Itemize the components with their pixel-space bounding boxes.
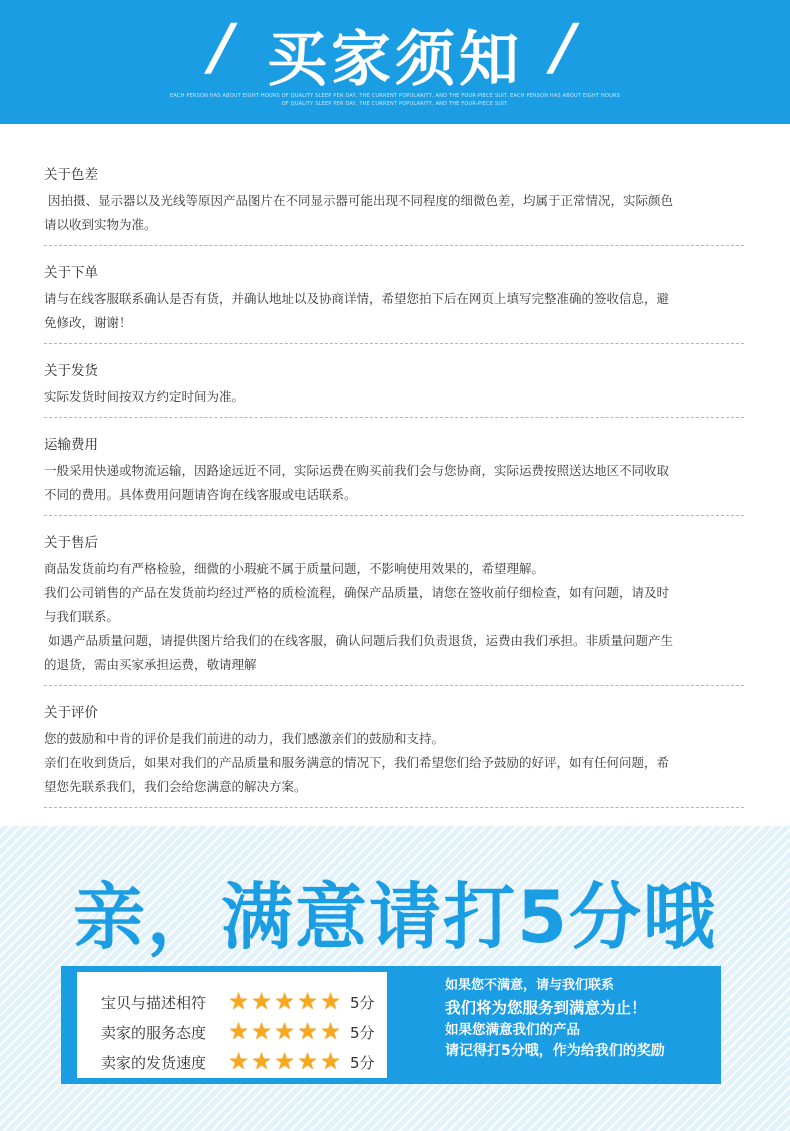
section-text-line: 免修改，谢谢！ xyxy=(44,315,132,330)
page-title: 买家须知 xyxy=(267,25,523,95)
section-text-line: 的退货，需由买家承担运费，敬请理解 xyxy=(44,657,257,672)
section-title: 关于售后 xyxy=(44,535,98,551)
message-line-3: 如果您满意我们的产品 xyxy=(445,1022,580,1038)
notice-section xyxy=(44,532,744,686)
section-title: 关于色差 xyxy=(44,167,98,183)
star-icon: ★ xyxy=(297,989,318,1015)
rating-score: 5分 xyxy=(350,1053,375,1072)
header-subtitle-line2: OF QUALITY SLEEP PER DAY, THE CURRENT POPULARITY, AND THE FOUR-PIECE SUIT. xyxy=(281,101,509,107)
star-icon: ★ xyxy=(297,1019,318,1045)
star-icon: ★ xyxy=(274,989,295,1015)
section-text-line: 不同的费用。具体费用问题请咨询在线客服或电话联系。 xyxy=(44,487,357,502)
section-text-line: 望您先联系我们，我们会给您满意的解决方案。 xyxy=(44,779,307,794)
header-banner xyxy=(0,0,790,124)
notice-section xyxy=(44,434,744,516)
header-subtitle xyxy=(0,92,790,108)
section-text-line: 商品发货前均有严格检验，细微的小瑕疵不属于质量问题，不影响使用效果的，希望理解。 xyxy=(44,561,545,576)
star-icon: ★ xyxy=(228,1049,249,1075)
header-slash-right: / xyxy=(544,10,583,83)
notice-sections xyxy=(44,164,744,824)
section-text-line: 亲们在收到货后，如果对我们的产品质量和服务满意的情况下，我们希望您们给予鼓励的好评，如有任何问题，希 xyxy=(44,755,670,770)
star-icon: ★ xyxy=(320,1019,341,1045)
star-icon: ★ xyxy=(228,1019,249,1045)
star-icon: ★ xyxy=(228,989,249,1015)
rating-panel xyxy=(61,966,721,1084)
star-icon: ★ xyxy=(274,1049,295,1075)
rating-label: 卖家的服务态度 xyxy=(101,1023,207,1042)
rating-banner xyxy=(0,826,790,1131)
section-title: 关于下单 xyxy=(44,265,98,281)
section-text-line: 一般采用快递或物流运输，因路途远近不同，实际运费在购买前我们会与您协商，实际运费按照送达地区不同收取 xyxy=(44,463,670,478)
rating-stars xyxy=(227,990,342,1014)
section-title: 关于评价 xyxy=(44,705,98,721)
rating-score: 5分 xyxy=(350,993,375,1012)
star-icon: ★ xyxy=(251,989,272,1015)
rating-stars xyxy=(227,1050,342,1074)
section-text-line: 请与在线客服联系确认是否有货，并确认地址以及协商详情，希望您拍下后在网页上填写完整准确的签收信息，避 xyxy=(44,291,670,306)
rating-headline: 亲，满意请打5分哦 xyxy=(72,875,718,959)
section-text-line: 您的鼓励和中肯的评价是我们前进的动力，我们感激亲们的鼓励和支持。 xyxy=(44,731,445,746)
rating-message xyxy=(445,976,715,1062)
section-text-line: 请以收到实物为准。 xyxy=(44,217,157,232)
section-text-line: 如遇产品质量问题，请提供图片给我们的在线客服，确认问题后我们负责退货，运费由我们承担。非质量问题产生 xyxy=(44,633,673,648)
section-title: 运输费用 xyxy=(44,437,98,453)
message-line-4: 请记得打5分哦，作为给我们的奖励 xyxy=(445,1043,665,1059)
rating-row xyxy=(101,1048,375,1076)
notice-section xyxy=(44,164,744,246)
rating-list xyxy=(77,972,387,1078)
star-icon: ★ xyxy=(274,1019,295,1045)
message-line-2: 我们将为您服务到满意为止！ xyxy=(445,999,647,1017)
rating-row xyxy=(101,1018,375,1046)
section-title: 关于发货 xyxy=(44,363,98,379)
star-icon: ★ xyxy=(251,1019,272,1045)
rating-label: 卖家的发货速度 xyxy=(101,1053,207,1072)
star-icon: ★ xyxy=(297,1049,318,1075)
section-text-line: 实际发货时间按双方约定时间为准。 xyxy=(44,389,245,404)
star-icon: ★ xyxy=(320,989,341,1015)
section-text-line: 我们公司销售的产品在发货前均经过严格的质检流程，确保产品质量，请您在签收前仔细检查，如有问题，请及时 xyxy=(44,585,670,600)
notice-section xyxy=(44,262,744,344)
notice-section xyxy=(44,702,744,808)
rating-label: 宝贝与描述相符 xyxy=(101,993,207,1012)
rating-row xyxy=(101,988,375,1016)
star-icon: ★ xyxy=(251,1049,272,1075)
header-slash-left: / xyxy=(202,10,241,83)
star-icon: ★ xyxy=(320,1049,341,1075)
rating-score: 5分 xyxy=(350,1023,375,1042)
notice-section xyxy=(44,360,744,418)
message-line-1: 如果您不满意，请与我们联系 xyxy=(445,978,615,993)
section-text-line: 因拍摄、显示器以及光线等原因产品图片在不同显示器可能出现不同程度的细微色差，均属于正常情况，实际颜色 xyxy=(44,193,673,208)
rating-stars xyxy=(227,1020,342,1044)
header-subtitle-line1: EACH PERSON HAS ABOUT EIGHT HOURS OF QUALITY SLEEP PER DAY, THE CURRENT POPULARITY, AND THE FOUR-PIECE SUIT. EACH PERSON HAS ABOUT EIGHT HOURS xyxy=(169,93,620,99)
section-text-line: 与我们联系。 xyxy=(44,609,120,624)
